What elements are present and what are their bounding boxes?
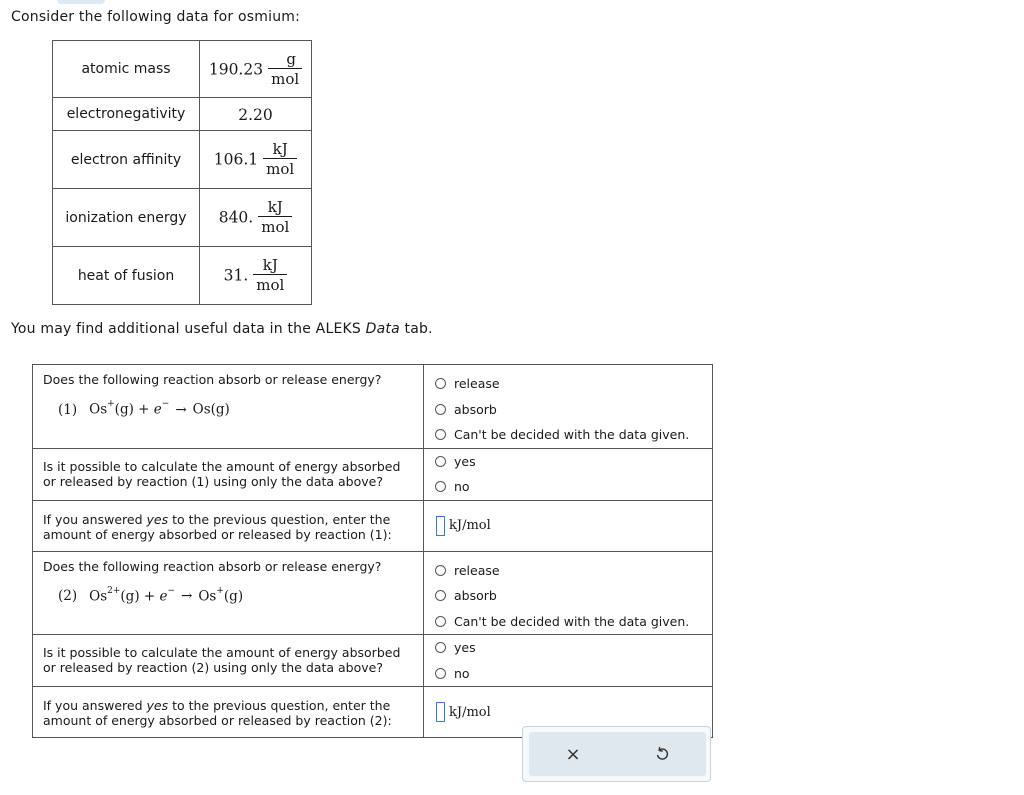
unit-denominator: mol (266, 160, 295, 178)
table-row (53, 98, 312, 131)
reaction-arrow: → (181, 588, 193, 604)
unit-numerator: kJ (263, 140, 297, 159)
option-label: no (454, 479, 470, 495)
question-text-emphasis: yes (146, 698, 169, 713)
answer-row (424, 501, 712, 536)
top-tab-remnant (57, 0, 105, 4)
question-text-part: to the previous question, enter the amount of energy absorbed or released by reaction (2): (43, 698, 392, 728)
question-row (33, 551, 713, 635)
option-absorb[interactable] (424, 397, 712, 423)
table-row (53, 189, 312, 247)
question-cell (33, 448, 424, 500)
table-row (53, 41, 312, 98)
note-text: You may find additional useful data in the ALEKS (11, 321, 366, 337)
reaction-tag: (2) (58, 588, 78, 604)
reactant-charge: + (107, 399, 115, 409)
option-yes[interactable] (424, 449, 712, 475)
answer-cell (424, 635, 713, 687)
controls-bar (529, 732, 706, 776)
option-absorb[interactable] (424, 583, 712, 609)
clear-button[interactable] (529, 732, 617, 776)
question-row (33, 500, 713, 551)
radio-button[interactable] (435, 668, 446, 679)
table-row (53, 247, 312, 305)
question-cell (33, 500, 424, 551)
question-row (33, 635, 713, 687)
undo-button[interactable] (618, 732, 706, 776)
note-text-end: tab. (399, 321, 433, 337)
option-release[interactable] (424, 371, 712, 397)
question-cell (33, 365, 424, 449)
table-row (53, 131, 312, 189)
unit-fraction (253, 256, 287, 295)
question-cell (33, 635, 424, 687)
plus-sign: + (143, 588, 156, 604)
unit-numerator: kJ (253, 256, 287, 275)
intro-text: Consider the following data for osmium: (11, 9, 301, 25)
reactant-state: (g) (114, 401, 134, 418)
close-icon: × (565, 743, 581, 765)
option-label: release (454, 376, 500, 392)
reaction-equation-1 (33, 387, 423, 418)
option-label: yes (454, 453, 476, 469)
answer-cell (424, 365, 713, 449)
question-text (33, 687, 423, 728)
question-table (32, 364, 713, 738)
question-text (33, 501, 423, 542)
answer-cell (424, 500, 713, 551)
value-number: 190.23 (208, 60, 264, 78)
question-text: Does the following reaction absorb or release energy? (43, 372, 382, 387)
question-text-part: If you answered (43, 698, 147, 713)
electron-charge: − (167, 585, 176, 596)
reaction-arrow: → (175, 401, 187, 418)
question-text-part: If you answered (43, 511, 147, 527)
answer-row (424, 687, 712, 722)
reactant-species: Os (89, 588, 108, 604)
data-tab-link: Data (365, 321, 400, 337)
plus-sign: + (138, 401, 150, 418)
question-text-emphasis: yes (146, 511, 169, 527)
question-text: Is it possible to calculate the amount of energy absorbed or released by reaction (2) using only the data above? (43, 645, 401, 675)
reactant-state: (g) (120, 588, 140, 604)
property-value (200, 98, 312, 131)
property-label: electron affinity (53, 131, 200, 189)
property-label: heat of fusion (53, 247, 200, 305)
reaction-tag: (1) (58, 401, 78, 418)
radio-button[interactable] (435, 404, 446, 415)
unit-numerator: g (268, 50, 302, 69)
energy-input-2[interactable] (436, 702, 445, 722)
option-yes[interactable] (424, 635, 712, 661)
unit-denominator: mol (256, 276, 285, 294)
undo-icon (654, 746, 670, 762)
property-label: ionization energy (53, 189, 200, 247)
property-value (200, 247, 312, 305)
option-label: Can't be decided with the data given. (454, 613, 690, 629)
question-row (33, 365, 713, 449)
radio-button[interactable] (435, 616, 446, 627)
question-text: Is it possible to calculate the amount of energy absorbed or released by reaction (1) using only the data above? (43, 458, 401, 489)
osmium-data-table (52, 40, 312, 305)
energy-input-1[interactable] (436, 516, 445, 536)
data-tab-note (11, 321, 433, 337)
question-cell (33, 687, 424, 738)
product-state: (g) (210, 401, 230, 418)
radio-button[interactable] (435, 642, 446, 653)
radio-group (424, 635, 712, 686)
option-label: absorb (454, 401, 497, 417)
unit-denominator: mol (261, 218, 290, 236)
answer-controls (522, 726, 711, 782)
unit-label: kJ/mol (449, 704, 491, 720)
radio-button[interactable] (435, 590, 446, 601)
electron-symbol: e (153, 401, 162, 418)
unit-fraction (258, 198, 292, 237)
option-no[interactable] (424, 474, 712, 500)
unit-denominator: mol (271, 69, 300, 88)
option-label: release (454, 562, 500, 578)
answer-cell (424, 551, 713, 635)
reaction-equation-2 (33, 574, 423, 605)
option-label: no (454, 665, 470, 681)
electron-charge: − (161, 399, 170, 409)
option-label: yes (454, 640, 476, 656)
radio-group (424, 449, 712, 500)
property-label: atomic mass (53, 41, 200, 98)
electron-symbol: e (159, 588, 168, 604)
radio-group (424, 365, 712, 448)
property-label: electronegativity (53, 98, 200, 131)
value-number: 31. (223, 266, 249, 285)
option-no[interactable] (424, 661, 712, 687)
product-species: Os (198, 588, 217, 604)
property-value (200, 41, 312, 98)
unit-numerator: kJ (258, 198, 292, 217)
question-text: Does the following reaction absorb or release energy? (43, 558, 382, 574)
unit-fraction (268, 50, 302, 89)
property-value (200, 189, 312, 247)
unit-label: kJ/mol (449, 518, 491, 533)
value-number: 840. (218, 208, 254, 227)
unit-fraction (263, 140, 297, 179)
answer-cell (424, 448, 713, 500)
reactant-species: Os (89, 401, 108, 418)
product-species: Os (192, 401, 211, 418)
property-value (200, 131, 312, 189)
radio-button[interactable] (435, 565, 446, 576)
value-number: 2.20 (238, 105, 273, 124)
option-label: absorb (454, 588, 497, 604)
option-cant-decide[interactable] (424, 609, 712, 635)
value-number: 106.1 (213, 150, 259, 169)
option-release[interactable] (424, 558, 712, 584)
question-cell (33, 551, 424, 635)
question-row (33, 448, 713, 500)
product-charge: + (216, 585, 224, 596)
radio-button[interactable] (435, 378, 446, 389)
radio-group (424, 552, 712, 635)
radio-button[interactable] (435, 429, 446, 440)
question-text-part: to the previous question, enter the amount of energy absorbed or released by reaction (1): (43, 511, 392, 542)
radio-button[interactable] (435, 481, 446, 492)
product-state: (g) (223, 588, 244, 604)
reactant-charge: 2+ (107, 585, 121, 596)
radio-button[interactable] (435, 456, 446, 467)
option-cant-decide[interactable] (424, 422, 712, 448)
option-label: Can't be decided with the data given. (454, 427, 690, 443)
